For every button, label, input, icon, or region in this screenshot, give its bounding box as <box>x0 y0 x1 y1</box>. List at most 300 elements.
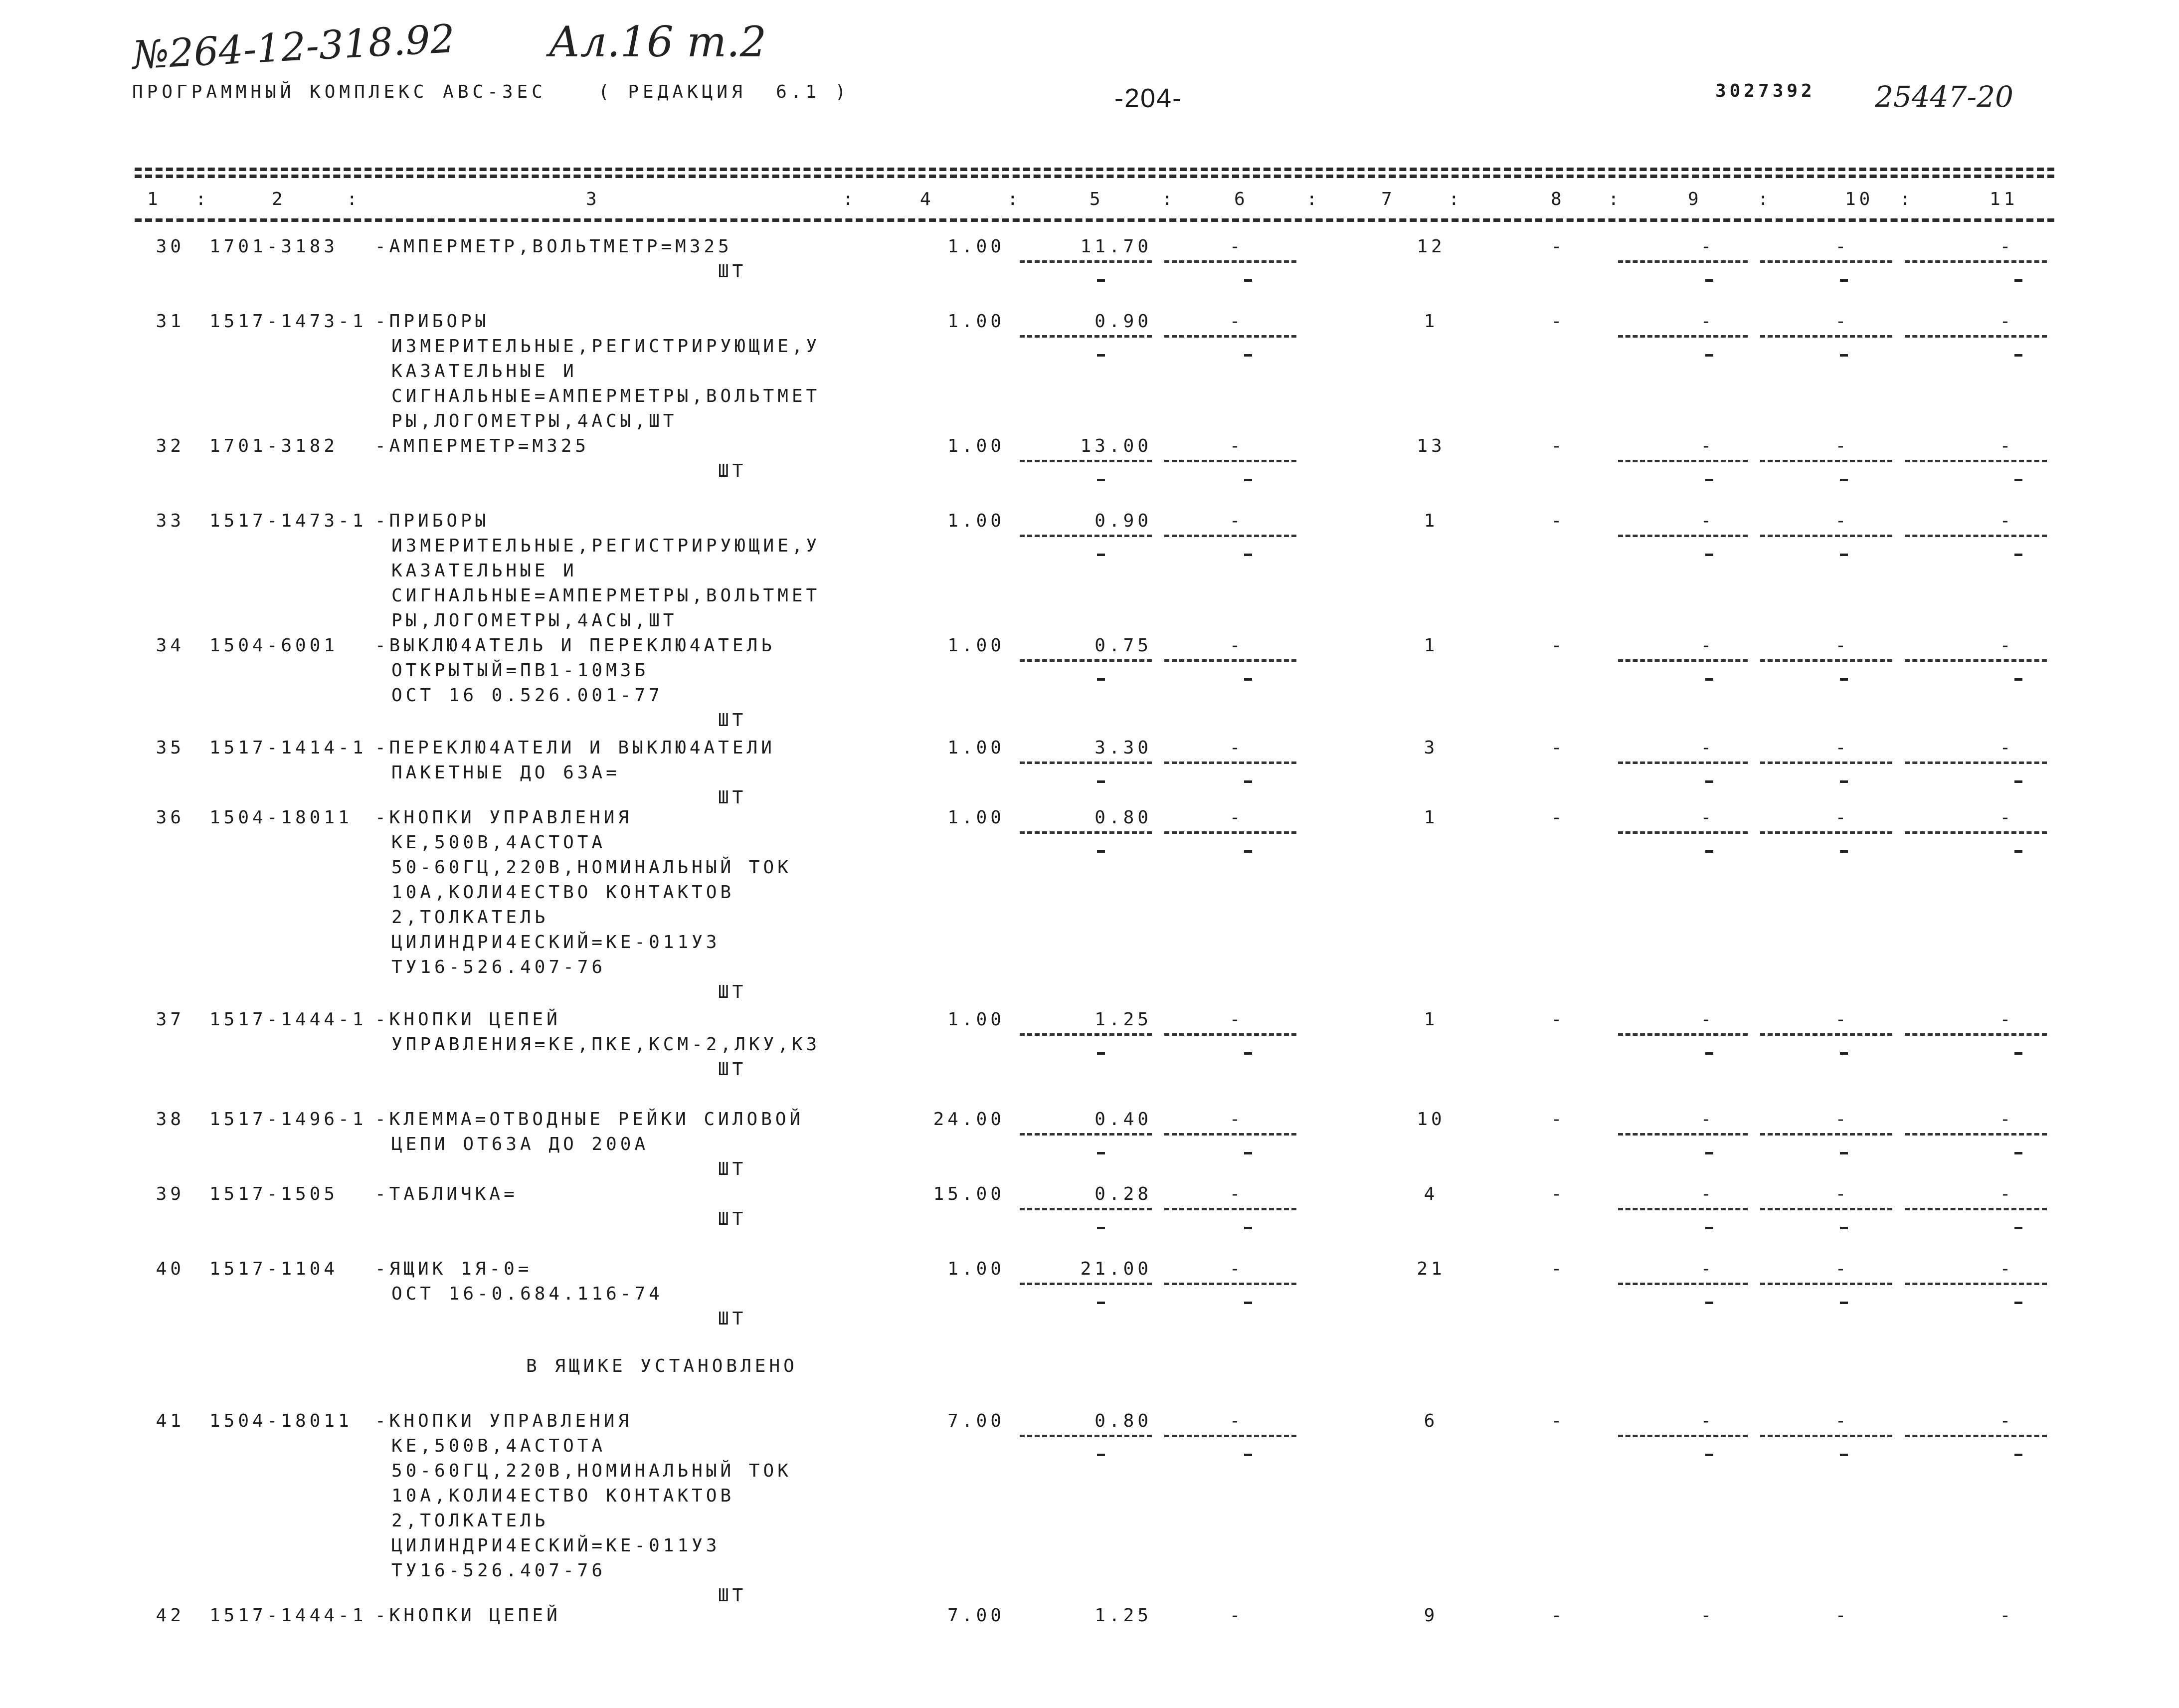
row-col7-value: 21 <box>1417 1259 1446 1279</box>
subtotal-rule <box>1760 831 1892 834</box>
row-col4-value: 1.00 <box>947 635 1005 656</box>
subtotal-dash <box>1840 1302 1848 1304</box>
row-col6-value: - <box>1229 311 1244 332</box>
row-col10-value: - <box>1835 635 1850 656</box>
row-col10-value: - <box>1835 236 1850 257</box>
subtotal-dash <box>1244 1052 1252 1055</box>
row-col4-value: 7.00 <box>947 1411 1005 1431</box>
row-col10-value: - <box>1835 738 1850 758</box>
row-col5-value: 0.75 <box>1094 635 1152 656</box>
subtotal-dash <box>1840 678 1848 681</box>
row-col5-value: 21.00 <box>1080 1259 1152 1279</box>
row-col9-value: - <box>1700 1411 1715 1431</box>
row-number: 38 <box>156 1109 184 1130</box>
subtotal-dash <box>2014 554 2022 556</box>
subtotal-dash <box>2014 354 2022 357</box>
row-col8-value: - <box>1551 1009 1566 1030</box>
row-col9-value: - <box>1700 1605 1715 1626</box>
printed-code: 3027392 <box>1715 81 1816 101</box>
header-bottom-rule <box>135 218 2054 222</box>
row-col6-value: - <box>1229 436 1244 456</box>
row-col4-value: 1.00 <box>947 311 1005 332</box>
row-description-line: -КНОПКИ УПРАВЛЕНИЯ <box>375 807 633 828</box>
row-description-line: 50-60ГЦ,220В,НОМИНАЛЬНЫЙ ТОК <box>391 857 792 878</box>
row-description-line: УПРАВЛЕНИЯ=КЕ,ПКЕ,КСМ-2,ЛКУ,КЗ <box>391 1034 821 1055</box>
row-col11-value: - <box>1999 1259 2014 1279</box>
row-description-line: -ПЕРЕКЛЮ4АТЕЛИ И ВЫКЛЮ4АТЕЛИ <box>375 738 775 758</box>
row-col5-value: 3.30 <box>1094 738 1152 758</box>
subtotal-rule <box>1905 535 2047 537</box>
row-description-line: ОСТ 16-0.684.116-74 <box>391 1284 663 1304</box>
subtotal-rule <box>1760 335 1892 338</box>
column-number: 10 <box>1845 189 1874 209</box>
subtotal-rule <box>1020 460 1152 462</box>
row-unit: ШТ <box>718 1159 747 1179</box>
subtotal-rule <box>1905 659 2047 662</box>
subtotal-rule <box>1618 659 1748 662</box>
subtotal-rule <box>1760 761 1892 764</box>
row-col10-value: - <box>1835 311 1850 332</box>
row-code: 1517-1473-1 <box>209 511 367 531</box>
subtotal-rule <box>1760 1033 1892 1036</box>
subtotal-dash <box>2014 1454 2022 1456</box>
subtotal-rule <box>1760 659 1892 662</box>
subtotal-dash <box>1840 1152 1848 1154</box>
column-separator: : <box>1449 189 1463 209</box>
subtotal-rule <box>1760 460 1892 462</box>
row-col5-value: 11.70 <box>1080 236 1152 257</box>
row-col10-value: - <box>1835 1411 1850 1431</box>
row-col4-value: 1.00 <box>947 807 1005 828</box>
row-description-line: 50-60ГЦ,220В,НОМИНАЛЬНЫЙ ТОК <box>391 1461 792 1481</box>
row-number: 36 <box>156 807 184 828</box>
row-col5-value: 0.80 <box>1094 1411 1152 1431</box>
subtotal-rule <box>1905 1283 2047 1285</box>
subtotal-rule <box>1618 535 1748 537</box>
row-col9-value: - <box>1700 807 1715 828</box>
column-number: 7 <box>1381 189 1396 209</box>
subtotal-dash <box>1097 1227 1105 1229</box>
column-number: 3 <box>586 189 600 209</box>
row-description-line: 10А,КОЛИ4ЕСТВО КОНТАКТОВ <box>391 1486 735 1506</box>
row-description-line: -ВЫКЛЮ4АТЕЛЬ И ПЕРЕКЛЮ4АТЕЛЬ <box>375 635 775 656</box>
row-col10-value: - <box>1835 511 1850 531</box>
row-col8-value: - <box>1551 738 1566 758</box>
row-col10-value: - <box>1835 1109 1850 1130</box>
subtotal-dash <box>1705 678 1713 681</box>
row-col11-value: - <box>1999 1605 2014 1626</box>
row-col11-value: - <box>1999 436 2014 456</box>
row-description-line: -ПРИБОРЫ <box>375 311 490 332</box>
row-description-line: КЕ,500В,4АСТОТА <box>391 1436 606 1456</box>
row-col11-value: - <box>1999 1109 2014 1130</box>
row-col9-value: - <box>1700 1009 1715 1030</box>
row-code: 1517-1496-1 <box>209 1109 367 1130</box>
column-number: 1 <box>147 189 162 209</box>
subtotal-dash <box>1244 354 1252 357</box>
column-separator: : <box>1900 189 1914 209</box>
row-code: 1504-6001 <box>209 635 339 656</box>
column-number: 11 <box>1990 189 2018 209</box>
subtotal-dash <box>1244 678 1252 681</box>
row-description-line: -КЛЕММА=ОТВОДНЫЕ РЕЙКИ СИЛОВОЙ <box>375 1109 804 1130</box>
row-col9-value: - <box>1700 436 1715 456</box>
row-col11-value: - <box>1999 511 2014 531</box>
row-col6-value: - <box>1229 1605 1244 1626</box>
row-col4-value: 1.00 <box>947 511 1005 531</box>
row-number: 37 <box>156 1009 184 1030</box>
subtotal-rule <box>1020 659 1152 662</box>
row-code: 1517-1414-1 <box>209 738 367 758</box>
subtotal-rule <box>1905 1435 2047 1437</box>
subtotal-dash <box>1705 1454 1713 1456</box>
row-col4-value: 7.00 <box>947 1605 1005 1626</box>
row-col5-value: 1.25 <box>1094 1009 1152 1030</box>
subtotal-dash <box>1705 780 1713 783</box>
subtotal-dash <box>1097 678 1105 681</box>
subtotal-dash <box>1097 354 1105 357</box>
subtotal-dash <box>1097 279 1105 282</box>
subtotal-rule <box>1905 335 2047 338</box>
row-code: 1517-1104 <box>209 1259 339 1279</box>
row-unit: ШТ <box>718 461 747 481</box>
subtotal-rule <box>1020 831 1152 834</box>
row-number: 42 <box>156 1605 184 1626</box>
subtotal-dash <box>2014 1152 2022 1154</box>
row-col4-value: 1.00 <box>947 1009 1005 1030</box>
row-number: 32 <box>156 436 184 456</box>
subtotal-rule <box>1618 761 1748 764</box>
row-code: 1504-18011 <box>209 807 353 828</box>
subtotal-rule <box>1905 1133 2047 1136</box>
row-number: 40 <box>156 1259 184 1279</box>
row-description-line: КАЗАТЕЛЬНЫЕ И <box>391 361 577 381</box>
row-col9-value: - <box>1700 236 1715 257</box>
subtotal-dash <box>1097 1152 1105 1154</box>
row-description-line: -ЯЩИК 1Я-0= <box>375 1259 533 1279</box>
subtotal-dash <box>1097 1302 1105 1304</box>
row-description-line: РЫ,ЛОГОМЕТРЫ,4АСЫ,ШТ <box>391 411 678 431</box>
row-col6-value: - <box>1229 1109 1244 1130</box>
row-number: 34 <box>156 635 184 656</box>
row-description-line: -КНОПКИ ЦЕПЕЙ <box>375 1009 561 1030</box>
row-description-line: ОСТ 16 0.526.001-77 <box>391 685 663 706</box>
subtotal-rule <box>1905 1208 2047 1210</box>
row-code: 1504-18011 <box>209 1411 353 1431</box>
subtotal-dash <box>1840 554 1848 556</box>
column-separator: : <box>843 189 857 209</box>
row-description-line: РЫ,ЛОГОМЕТРЫ,4АСЫ,ШТ <box>391 610 678 631</box>
row-code: 1701-3182 <box>209 436 339 456</box>
row-col6-value: - <box>1229 511 1244 531</box>
row-col8-value: - <box>1551 1184 1566 1204</box>
handwritten-album-number: Ал.16 т.2 <box>548 17 767 66</box>
row-col10-value: - <box>1835 1009 1850 1030</box>
row-col10-value: - <box>1835 1259 1850 1279</box>
row-col7-value: 9 <box>1424 1605 1439 1626</box>
row-col10-value: - <box>1835 1184 1850 1204</box>
subtotal-dash <box>1840 780 1848 783</box>
row-col7-value: 12 <box>1417 236 1446 257</box>
row-col8-value: - <box>1551 635 1566 656</box>
subtotal-rule <box>1618 1435 1748 1437</box>
subtotal-rule <box>1618 260 1748 263</box>
row-unit: ШТ <box>718 1309 747 1329</box>
subtotal-rule <box>1760 535 1892 537</box>
row-description-line: ИЗМЕРИТЕЛЬНЫЕ,РЕГИСТРИРУЮЩИЕ,У <box>391 336 821 357</box>
subtotal-rule <box>1164 659 1296 662</box>
row-description-line: СИГНАЛЬНЫЕ=АМПЕРМЕТРЫ,ВОЛЬТМЕТ <box>391 585 821 606</box>
row-col7-value: 1 <box>1424 511 1439 531</box>
row-unit: ШТ <box>718 261 747 282</box>
column-separator: : <box>347 189 361 209</box>
subtotal-rule <box>1020 1283 1152 1285</box>
subtotal-rule <box>1905 831 2047 834</box>
subtotal-rule <box>1164 1133 1296 1136</box>
column-separator: : <box>1007 189 1022 209</box>
subtotal-dash <box>1705 279 1713 282</box>
row-col7-value: 13 <box>1417 436 1446 456</box>
row-col10-value: - <box>1835 807 1850 828</box>
row-description-line: ЦИЛИНДРИ4ЕСКИЙ=КЕ-011У3 <box>391 1535 721 1556</box>
row-description-line: -АМПЕРМЕТР=М325 <box>375 436 590 456</box>
row-col5-value: 0.90 <box>1094 511 1152 531</box>
subtotal-dash <box>1705 479 1713 481</box>
subtotal-dash <box>2014 850 2022 853</box>
column-number: 2 <box>272 189 286 209</box>
subtotal-rule <box>1164 535 1296 537</box>
row-col4-value: 1.00 <box>947 1259 1005 1279</box>
row-col8-value: - <box>1551 236 1566 257</box>
section-title: В ЯЩИКЕ УСТАНОВЛЕНО <box>526 1356 798 1376</box>
row-description-line: ПАКЕТНЫЕ ДО 63А= <box>391 762 620 783</box>
row-col5-value: 0.28 <box>1094 1184 1152 1204</box>
subtotal-dash <box>1097 479 1105 481</box>
subtotal-rule <box>1164 761 1296 764</box>
subtotal-dash <box>2014 1227 2022 1229</box>
subtotal-rule <box>1164 1208 1296 1210</box>
row-description-line: ЦЕПИ ОТ63А ДО 200А <box>391 1134 649 1154</box>
row-col6-value: - <box>1229 236 1244 257</box>
subtotal-rule <box>1618 1133 1748 1136</box>
row-code: 1517-1505 <box>209 1184 339 1204</box>
row-col5-value: 0.40 <box>1094 1109 1152 1130</box>
row-description-line: -КНОПКИ УПРАВЛЕНИЯ <box>375 1411 633 1431</box>
subtotal-dash <box>1705 354 1713 357</box>
row-col7-value: 10 <box>1417 1109 1446 1130</box>
subtotal-dash <box>1244 1152 1252 1154</box>
subtotal-dash <box>1244 554 1252 556</box>
subtotal-dash <box>1244 1302 1252 1304</box>
subtotal-dash <box>1244 780 1252 783</box>
subtotal-rule <box>1020 761 1152 764</box>
subtotal-dash <box>1097 780 1105 783</box>
column-separator: : <box>195 189 210 209</box>
row-col9-value: - <box>1700 311 1715 332</box>
subtotal-dash <box>1705 1152 1713 1154</box>
row-col6-value: - <box>1229 738 1244 758</box>
row-col8-value: - <box>1551 1259 1566 1279</box>
row-col9-value: - <box>1700 738 1715 758</box>
row-description-line: ОТКРЫТЫЙ=ПВ1-10М3Б <box>391 660 649 681</box>
row-col4-value: 1.00 <box>947 236 1005 257</box>
row-col11-value: - <box>1999 1184 2014 1204</box>
row-description-line: 10А,КОЛИ4ЕСТВО КОНТАКТОВ <box>391 882 735 903</box>
subtotal-rule <box>1905 460 2047 462</box>
row-col11-value: - <box>1999 1009 2014 1030</box>
subtotal-dash <box>1705 554 1713 556</box>
row-unit: ШТ <box>718 1059 747 1080</box>
subtotal-dash <box>1097 1454 1105 1456</box>
subtotal-dash <box>1705 1052 1713 1055</box>
row-col5-value: 1.25 <box>1094 1605 1152 1626</box>
row-col7-value: 1 <box>1424 635 1439 656</box>
row-col6-value: - <box>1229 807 1244 828</box>
subtotal-rule <box>1618 1033 1748 1036</box>
row-col11-value: - <box>1999 1411 2014 1431</box>
row-description-line: ЦИЛИНДРИ4ЕСКИЙ=КЕ-011У3 <box>391 932 721 952</box>
row-col8-value: - <box>1551 807 1566 828</box>
handwritten-document-number: №264-12-318.92 <box>131 16 456 78</box>
subtotal-rule <box>1905 1033 2047 1036</box>
subtotal-dash <box>1244 850 1252 853</box>
row-col7-value: 3 <box>1424 738 1439 758</box>
page-number: -204- <box>1114 83 1183 113</box>
subtotal-rule <box>1164 1033 1296 1036</box>
row-col9-value: - <box>1700 511 1715 531</box>
row-col11-value: - <box>1999 236 2014 257</box>
table-top-rule <box>135 168 2054 171</box>
column-number: 5 <box>1090 189 1104 209</box>
subtotal-rule <box>1020 1435 1152 1437</box>
row-col9-value: - <box>1700 1184 1715 1204</box>
subtotal-dash <box>1840 1052 1848 1055</box>
row-number: 33 <box>156 511 184 531</box>
row-description-line: -КНОПКИ ЦЕПЕЙ <box>375 1605 561 1626</box>
row-col8-value: - <box>1551 311 1566 332</box>
row-col7-value: 1 <box>1424 1009 1439 1030</box>
subtotal-rule <box>1905 260 2047 263</box>
row-description-line: КАЗАТЕЛЬНЫЕ И <box>391 561 577 581</box>
table-top-rule-2 <box>135 175 2054 178</box>
program-edition: ( РЕДАКЦИЯ 6.1 ) <box>598 82 850 102</box>
row-col5-value: 0.80 <box>1094 807 1152 828</box>
subtotal-dash <box>1840 354 1848 357</box>
subtotal-rule <box>1618 335 1748 338</box>
row-number: 39 <box>156 1184 184 1204</box>
row-unit: ШТ <box>718 982 747 1002</box>
subtotal-dash <box>1705 850 1713 853</box>
subtotal-dash <box>1840 1454 1848 1456</box>
row-col11-value: - <box>1999 635 2014 656</box>
program-title: ПРОГРАММНЫЙ КОМПЛЕКС АВС-3ЕС <box>132 82 546 102</box>
subtotal-rule <box>1760 1208 1892 1210</box>
row-description-line: ТУ16-526.407-76 <box>391 957 606 977</box>
row-col4-value: 1.00 <box>947 436 1005 456</box>
row-col5-value: 0.90 <box>1094 311 1152 332</box>
subtotal-dash <box>2014 479 2022 481</box>
subtotal-rule <box>1020 1208 1152 1210</box>
row-code: 1517-1444-1 <box>209 1605 367 1626</box>
column-number: 8 <box>1551 189 1565 209</box>
subtotal-dash <box>2014 678 2022 681</box>
row-col11-value: - <box>1999 311 2014 332</box>
row-col7-value: 1 <box>1424 807 1439 828</box>
subtotal-rule <box>1164 260 1296 263</box>
row-unit: ШТ <box>718 1209 747 1229</box>
row-col7-value: 4 <box>1424 1184 1439 1204</box>
row-col7-value: 1 <box>1424 311 1439 332</box>
column-number: 9 <box>1688 189 1702 209</box>
column-separator: : <box>1306 189 1321 209</box>
row-col4-value: 15.00 <box>933 1184 1005 1204</box>
row-unit: ШТ <box>718 710 747 731</box>
subtotal-rule <box>1164 335 1296 338</box>
row-col6-value: - <box>1229 1009 1244 1030</box>
subtotal-rule <box>1760 1133 1892 1136</box>
column-number: 6 <box>1234 189 1249 209</box>
row-col6-value: - <box>1229 1259 1244 1279</box>
row-col11-value: - <box>1999 738 2014 758</box>
subtotal-rule <box>1905 761 2047 764</box>
row-description-line: ИЗМЕРИТЕЛЬНЫЕ,РЕГИСТРИРУЮЩИЕ,У <box>391 536 821 556</box>
row-col8-value: - <box>1551 1411 1566 1431</box>
row-col9-value: - <box>1700 1259 1715 1279</box>
row-col10-value: - <box>1835 1605 1850 1626</box>
subtotal-rule <box>1164 460 1296 462</box>
row-description-line: ТУ16-526.407-76 <box>391 1560 606 1581</box>
row-col6-value: - <box>1229 1184 1244 1204</box>
row-col8-value: - <box>1551 1109 1566 1130</box>
subtotal-rule <box>1760 1435 1892 1437</box>
subtotal-rule <box>1618 1283 1748 1285</box>
subtotal-dash <box>1705 1227 1713 1229</box>
row-number: 35 <box>156 738 184 758</box>
row-number: 30 <box>156 236 184 257</box>
subtotal-dash <box>1244 1454 1252 1456</box>
column-separator: : <box>1758 189 1772 209</box>
subtotal-dash <box>1097 1052 1105 1055</box>
subtotal-rule <box>1760 1283 1892 1285</box>
subtotal-dash <box>1244 1227 1252 1229</box>
subtotal-rule <box>1164 1435 1296 1437</box>
row-col8-value: - <box>1551 436 1566 456</box>
row-unit: ШТ <box>718 1585 747 1606</box>
row-description-line: 2,ТОЛКАТЕЛЬ <box>391 1511 549 1531</box>
subtotal-rule <box>1020 260 1152 263</box>
row-description-line: -ПРИБОРЫ <box>375 511 490 531</box>
row-col8-value: - <box>1551 511 1566 531</box>
subtotal-dash <box>1840 850 1848 853</box>
row-description-line: КЕ,500В,4АСТОТА <box>391 832 606 853</box>
subtotal-dash <box>2014 1302 2022 1304</box>
subtotal-rule <box>1020 1133 1152 1136</box>
column-separator: : <box>1608 189 1623 209</box>
row-code: 1517-1444-1 <box>209 1009 367 1030</box>
subtotal-dash <box>2014 1052 2022 1055</box>
row-col5-value: 13.00 <box>1080 436 1152 456</box>
subtotal-rule <box>1020 1033 1152 1036</box>
subtotal-dash <box>1097 850 1105 853</box>
subtotal-rule <box>1020 335 1152 338</box>
row-col9-value: - <box>1700 1109 1715 1130</box>
row-description-line: -АМПЕРМЕТР,ВОЛЬТМЕТР=М325 <box>375 236 732 257</box>
subtotal-dash <box>1097 554 1105 556</box>
row-number: 41 <box>156 1411 184 1431</box>
row-code: 1701-3183 <box>209 236 339 257</box>
row-description-line: 2,ТОЛКАТЕЛЬ <box>391 907 549 928</box>
row-col6-value: - <box>1229 635 1244 656</box>
